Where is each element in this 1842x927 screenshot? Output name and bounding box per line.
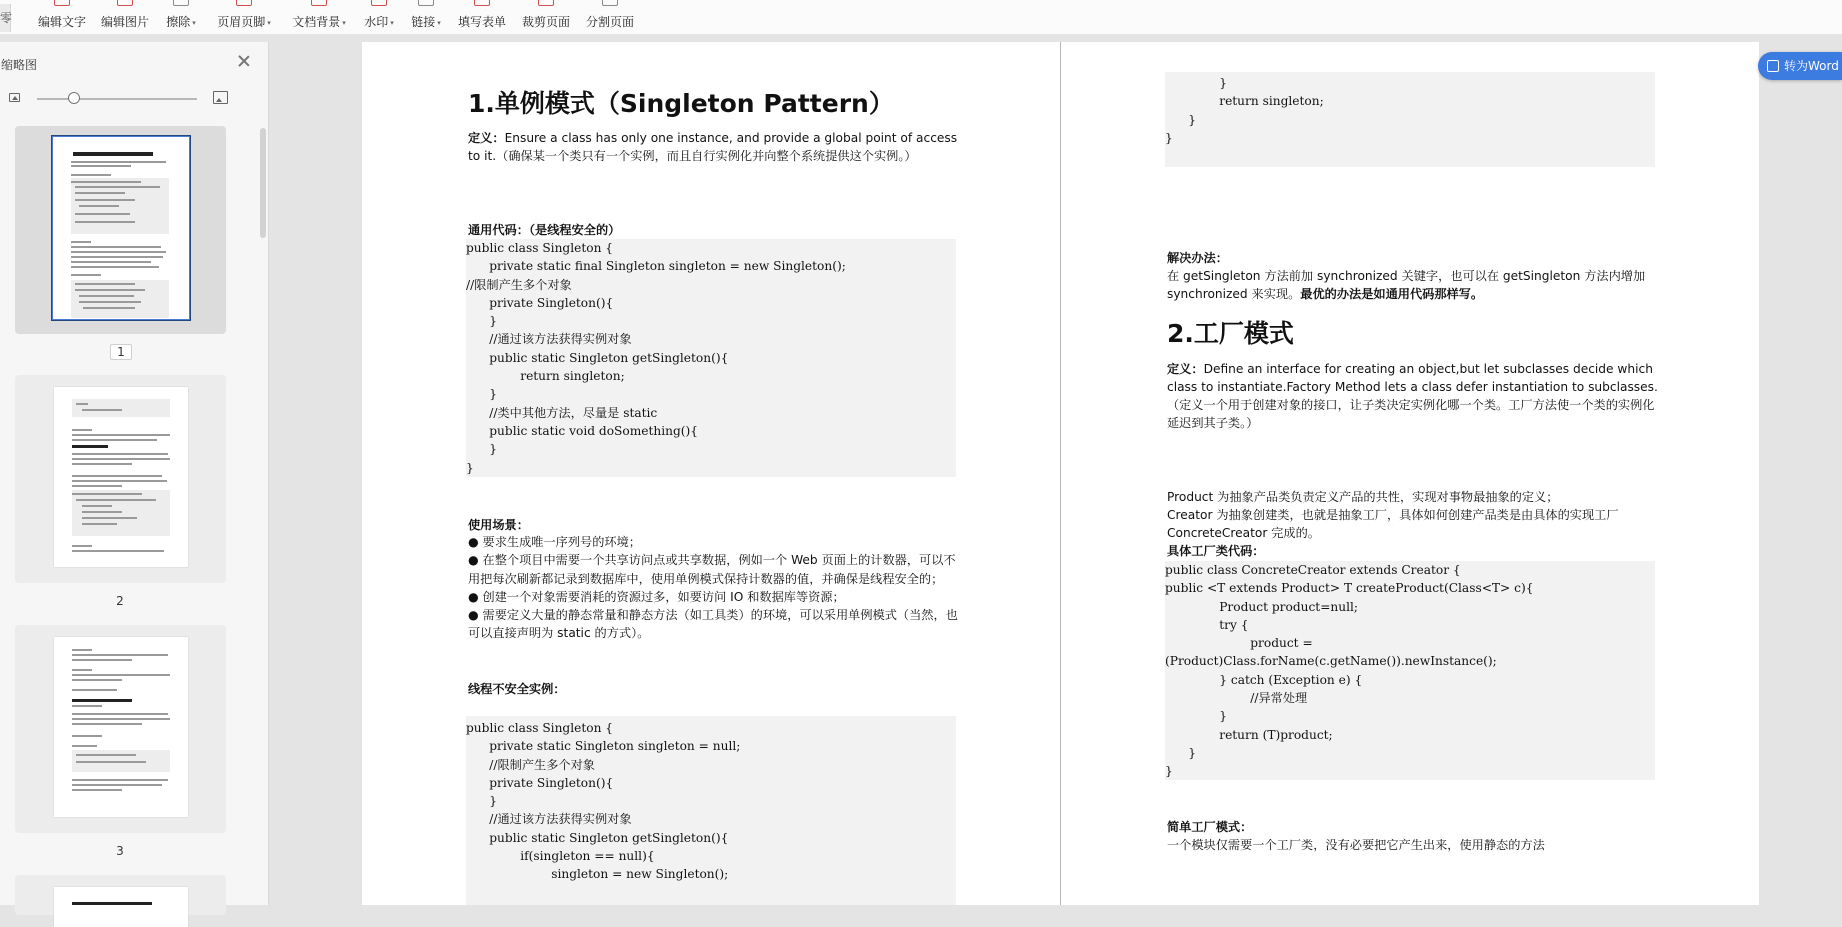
split-page-label: 分割页面 — [585, 15, 634, 29]
document-page-1 — [362, 42, 1060, 905]
code-line: private Singleton(){ — [466, 295, 614, 310]
doc-background-button[interactable] — [288, 0, 350, 34]
thumbnail-page-number-1: 1 — [110, 344, 132, 360]
watermark-button[interactable] — [361, 0, 397, 34]
edit-text-label: 编辑文字 — [37, 15, 86, 29]
usage-list — [468, 533, 960, 643]
product-description: Product 为抽象产品类负责定义产品的共性，实现对事物最抽象的定义； — [1167, 490, 1559, 504]
code-line: } — [1165, 112, 1196, 127]
crop-icon — [520, 0, 572, 10]
list-item-text: 需要定义大量的静态常量和静态方法（如工具类）的环境，可以采用单例模式（当然，也可以直接声明为 static 的方式）。 — [468, 608, 958, 641]
chevron-down-icon: ▾ — [437, 18, 441, 27]
chevron-down-icon: ▾ — [390, 18, 394, 27]
code-line: } — [466, 794, 497, 809]
simple-factory-text: 一个模块仅需要一个工厂类，没有必要把它产生出来，使用静态的方法 — [1167, 838, 1545, 852]
code-line: //异常处理 — [1165, 691, 1308, 706]
definition-label: 定义： — [468, 131, 505, 145]
convert-to-word-label: 转为Word — [1784, 59, 1839, 73]
toolbar-left-stub[interactable] — [0, 4, 11, 32]
word-icon — [1767, 60, 1779, 72]
list-item-text: 要求生成唯一序列号的环境； — [482, 535, 641, 549]
sidebar-scrollbar[interactable] — [260, 128, 266, 238]
code-line: private static final Singleton singleton = new Singleton(); — [466, 259, 846, 274]
fill-form-label: 填写表单 — [457, 15, 506, 29]
unsafe-code-block — [466, 716, 956, 905]
edit-image-label: 编辑图片 — [100, 15, 149, 29]
code-line: Product product=null; — [1165, 599, 1359, 614]
list-item — [468, 551, 960, 588]
simple-factory-label: 简单工厂模式： — [1167, 820, 1253, 834]
code-line: } — [466, 460, 474, 475]
sidebar-title: 缩略图 — [1, 58, 38, 72]
background-icon — [288, 0, 350, 10]
doc-background-label: 文档背景 — [292, 15, 341, 29]
chevron-down-icon: ▾ — [267, 18, 271, 27]
solution-text — [1167, 267, 1659, 303]
erase-label: 擦除 — [166, 15, 191, 29]
code-line: public <T extends Product> T createProduct(Class<T> c){ — [1165, 581, 1534, 596]
singleton-definition — [468, 129, 960, 165]
split-page-button[interactable] — [584, 0, 636, 34]
thumbnail-page-preview — [54, 887, 188, 927]
bullet-icon: ● — [468, 535, 479, 549]
code-line: } — [1165, 76, 1227, 90]
link-label: 链接 — [411, 15, 436, 29]
thumbnail-page-4[interactable] — [15, 875, 226, 915]
thumbnail-page-3[interactable] — [15, 625, 226, 833]
code-line: public class Singleton { — [466, 241, 614, 255]
section-heading-singleton: 1.单例模式（Singleton Pattern） — [468, 89, 894, 118]
generic-code-label: 通用代码：（是线程安全的） — [468, 223, 621, 237]
code-line: public static void doSomething(){ — [466, 423, 699, 438]
bullet-icon: ● — [468, 553, 479, 568]
code-line: public static Singleton getSingleton(){ — [466, 350, 729, 365]
large-image-icon[interactable] — [213, 91, 228, 104]
code-line: } — [1165, 745, 1196, 760]
factory-code-label: 具体工厂类代码： — [1167, 544, 1265, 558]
code-line: //限制产生多个对象 — [466, 277, 572, 292]
thumbnail-page-1[interactable] — [15, 126, 226, 334]
close-icon[interactable] — [236, 53, 252, 69]
link-button[interactable] — [408, 0, 444, 34]
header-footer-label: 页眉页脚 — [217, 15, 266, 29]
code-line: return (T)product; — [1165, 727, 1333, 742]
chevron-down-icon: ▾ — [342, 18, 346, 27]
code-line: singleton = new Singleton(); — [466, 867, 729, 882]
edit-text-button[interactable] — [36, 0, 88, 34]
toolbar — [0, 0, 1842, 34]
thumbnail-page-preview — [52, 136, 190, 320]
small-image-icon[interactable] — [9, 93, 20, 102]
code-line: } — [466, 387, 497, 402]
code-continuation-block — [1165, 72, 1655, 167]
edit-text-icon — [36, 0, 88, 10]
bullet-icon: ● — [468, 589, 479, 604]
solution-emphasis: 最优的办法是如通用代码那样写。 — [1300, 287, 1484, 301]
chevron-down-icon: ▾ — [192, 18, 196, 27]
code-line: } — [1165, 130, 1173, 145]
list-item-text: 创建一个对象需要消耗的资源过多，如要访问 IO 和数据库等资源； — [482, 589, 845, 604]
list-item — [468, 606, 960, 643]
unsafe-example-label: 线程不安全实例： — [468, 682, 566, 696]
section-heading-factory: 2.工厂模式 — [1167, 319, 1294, 348]
code-line: return singleton; — [466, 369, 625, 384]
creator-description: Creator 为抽象创建类，也就是抽象工厂，具体如何创建产品类是由具体的实现工厂 ConcreteCreator 完成的。 — [1167, 508, 1619, 540]
watermark-icon — [361, 0, 397, 10]
code-line: private static Singleton singleton = null; — [466, 739, 741, 754]
code-line: public static Singleton getSingleton(){ — [466, 830, 729, 845]
code-line: private Singleton(){ — [466, 775, 614, 790]
list-item — [468, 588, 960, 606]
code-line: public class ConcreteCreator extends Creator { — [1165, 563, 1461, 577]
toolbar-left-stub-label: 零 — [0, 11, 13, 25]
code-line: //类中其他方法，尽量是 static — [466, 405, 658, 420]
document-page-2 — [1061, 42, 1759, 905]
factory-code-block — [1165, 561, 1655, 780]
factory-definition — [1167, 360, 1659, 432]
solution-body: 在 getSingleton 方法前加 synchronized 关键字，也可以在 getSingleton 方法内增加 synchronized 来实现。 — [1167, 269, 1646, 301]
zoom-slider-handle[interactable] — [68, 92, 80, 104]
code-line: } — [1165, 709, 1227, 724]
thumbnail-zoom-slider[interactable] — [37, 98, 197, 100]
code-line: } catch (Exception e) { — [1165, 672, 1363, 687]
code-line: //限制产生多个对象 — [466, 757, 595, 772]
code-line: try { — [1165, 617, 1249, 632]
code-line: (Product)Class.forName(c.getName()).newInstance(); — [1165, 654, 1497, 669]
definition-label: 定义： — [1167, 362, 1204, 376]
convert-to-word-button[interactable] — [1758, 52, 1842, 80]
edit-image-icon — [99, 0, 151, 10]
definition-text: Ensure a class has only one instance, and provide a global point of access to it.（确保某一个类只有一个实例，而且自行实例化并向整个系统提供这个实例。） — [468, 131, 958, 163]
form-icon — [456, 0, 508, 10]
usage-label: 使用场景： — [468, 518, 529, 532]
thumbnail-page-2[interactable] — [15, 375, 226, 583]
code-line: return singleton; — [1165, 94, 1324, 109]
fill-form-button[interactable] — [456, 0, 508, 34]
list-item — [468, 533, 960, 551]
thumbnail-page-preview — [54, 387, 188, 567]
code-line: //通过该方法获得实例对象 — [466, 332, 632, 347]
watermark-label: 水印 — [364, 15, 389, 29]
erase-button[interactable] — [163, 0, 199, 34]
thumbnail-page-preview — [54, 637, 188, 817]
list-item-text: 在整个项目中需要一个共享访问点或共享数据，例如一个 Web 页面上的计数器，可以不用把每次刷新都记录到数据库中，使用单例模式保持计数器的值，并确保是线程安全的； — [468, 553, 956, 586]
header-footer-icon — [213, 0, 275, 10]
code-line: if(singleton == null){ — [466, 849, 655, 864]
code-line: } — [1165, 764, 1173, 779]
generic-code-block — [466, 239, 956, 477]
thumbnail-page-number-2: 2 — [116, 594, 124, 608]
bullet-icon: ● — [468, 608, 479, 623]
code-line: public class Singleton { — [466, 721, 614, 735]
code-line: } — [466, 314, 497, 329]
solution-label: 解决办法： — [1167, 251, 1228, 265]
thumbnail-sidebar — [0, 42, 269, 905]
crop-page-label: 裁剪页面 — [521, 15, 570, 29]
edit-image-button[interactable] — [99, 0, 151, 34]
crop-page-button[interactable] — [520, 0, 572, 34]
thumbnail-page-number-3: 3 — [116, 844, 124, 858]
header-footer-button[interactable] — [213, 0, 275, 34]
link-icon — [408, 0, 444, 10]
split-icon — [584, 0, 636, 10]
eraser-icon — [163, 0, 199, 10]
definition-text: Define an interface for creating an object,but let subclasses decide which class to instantiate.Factory Method lets a class defer instantiation to subclasses.（定义一个用于创建对象的接口，让子类决定实例化哪一个类。工厂方法使一个类的实例化延迟到其子类。） — [1167, 362, 1658, 430]
code-line: //通过该方法获得实例对象 — [466, 812, 632, 827]
code-line: } — [466, 442, 497, 457]
code-line: product = — [1165, 636, 1313, 651]
